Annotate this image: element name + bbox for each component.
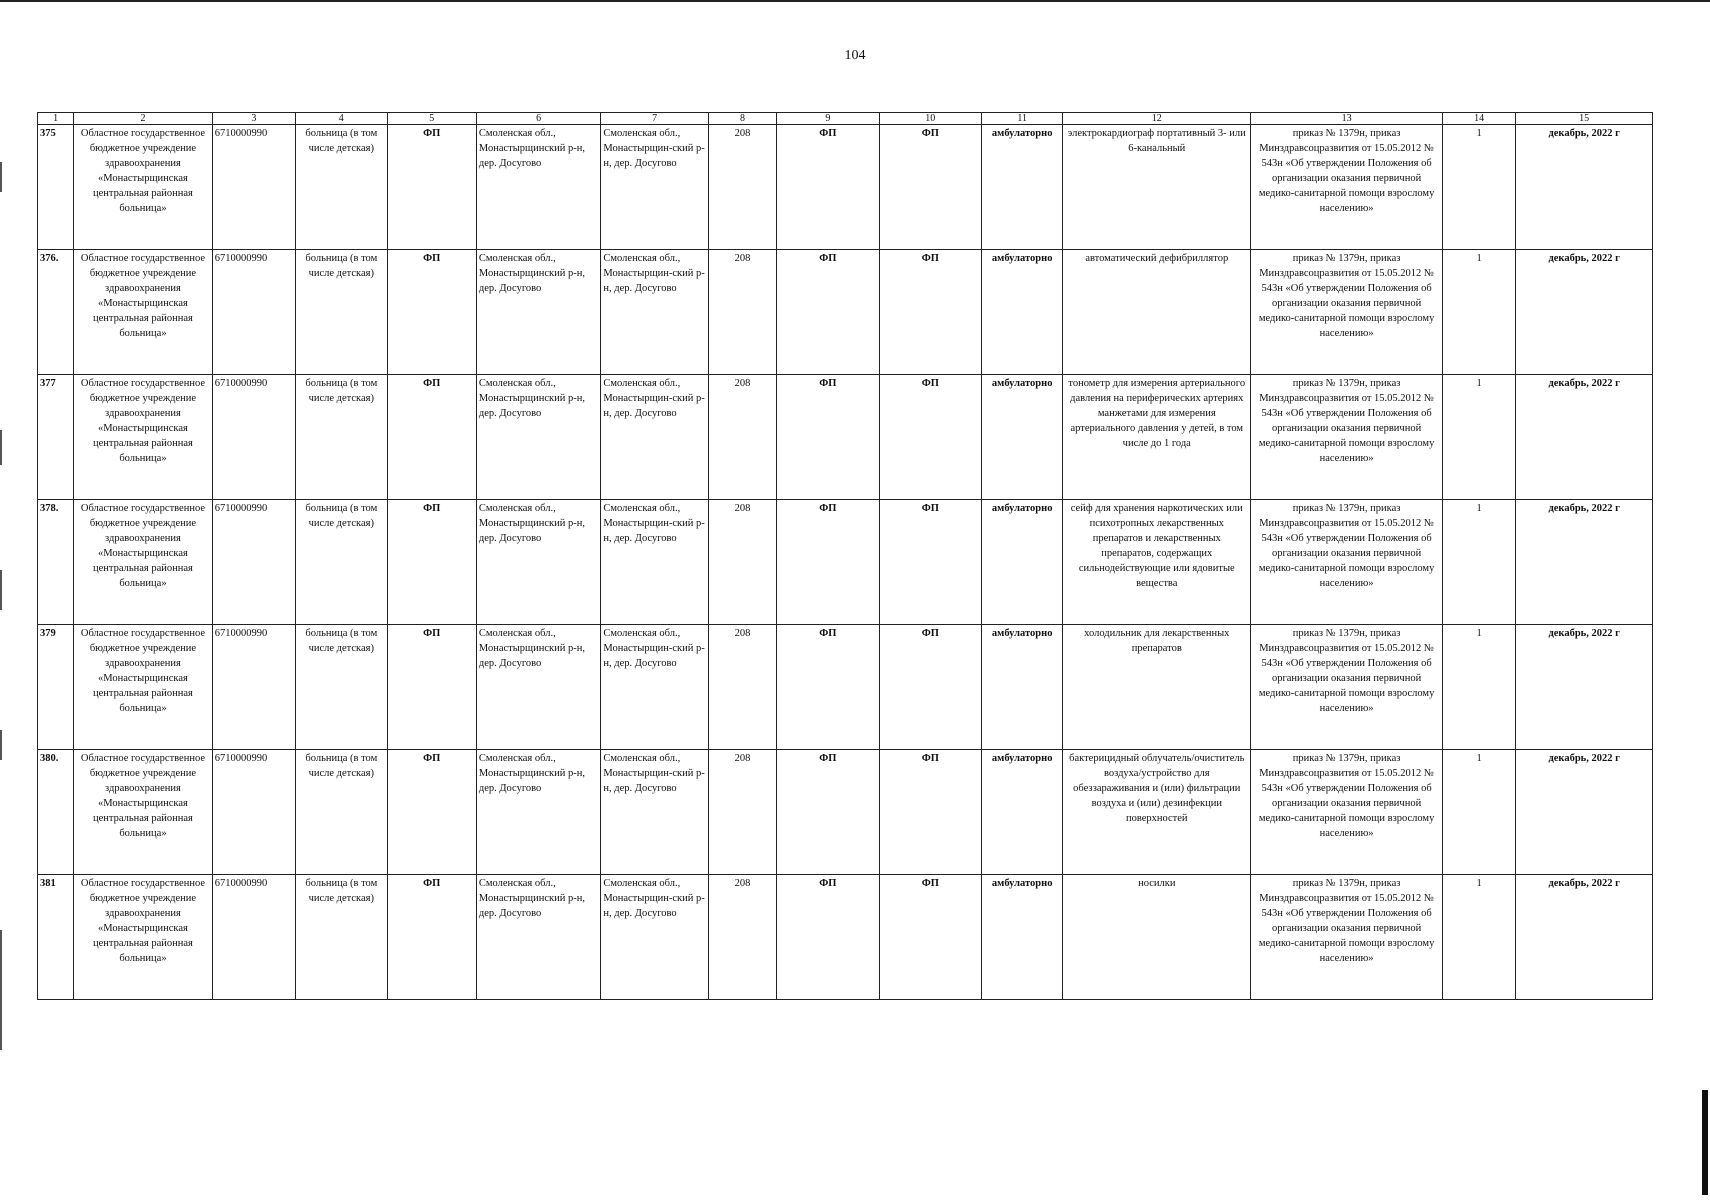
cell-col10: ФП <box>879 125 981 250</box>
cell-col8: 208 <box>708 250 776 375</box>
header-cell: 2 <box>74 113 213 125</box>
cell-order: приказ № 1379н, приказ Минздравсоцразвития от 15.05.2012 № 543н «Об утверждении Положения об организации оказания первичной медико-санитарной помощи взрослому населению» <box>1251 125 1443 250</box>
cell-equipment: электрокардиограф портативный 3- или 6-канальный <box>1063 125 1251 250</box>
cell-address: Смоленская обл., Монастырщинский р-н, дер. Досугово <box>476 250 601 375</box>
cell-col9: ФП <box>777 500 879 625</box>
cell-care: амбулаторно <box>982 875 1063 1000</box>
cell-code: 6710000990 <box>212 375 295 500</box>
cell-col10: ФП <box>879 250 981 375</box>
header-cell: 9 <box>777 113 879 125</box>
cell-care: амбулаторно <box>982 250 1063 375</box>
cell-type: больница (в том числе детская) <box>296 125 387 250</box>
cell-care: амбулаторно <box>982 750 1063 875</box>
header-cell: 3 <box>212 113 295 125</box>
cell-care: амбулаторно <box>982 500 1063 625</box>
table-row <box>38 250 1653 375</box>
cell-type: больница (в том числе детская) <box>296 500 387 625</box>
cell-qty: 1 <box>1443 750 1516 875</box>
cell-col9: ФП <box>777 375 879 500</box>
cell-type: больница (в том числе детская) <box>296 250 387 375</box>
cell-unit: ФП <box>387 500 476 625</box>
cell-location: Смоленская обл., Монастырщин-ский р-н, дер. Досугово <box>601 500 708 625</box>
cell-date: декабрь, 2022 г <box>1516 375 1653 500</box>
cell-equipment: бактерицидный облучатель/очиститель воздуха/устройство для обеззараживания и (или) фильтрации воздуха и (или) дезинфекции поверхностей <box>1063 750 1251 875</box>
header-cell: 4 <box>296 113 387 125</box>
table-row <box>38 500 1653 625</box>
cell-location: Смоленская обл., Монастырщин-ский р-н, дер. Досугово <box>601 875 708 1000</box>
cell-number: 379 <box>38 625 74 750</box>
cell-qty: 1 <box>1443 625 1516 750</box>
cell-code: 6710000990 <box>212 875 295 1000</box>
page-number: 104 <box>844 48 866 63</box>
cell-location: Смоленская обл., Монастырщин-ский р-н, дер. Досугово <box>601 750 708 875</box>
cell-qty: 1 <box>1443 875 1516 1000</box>
cell-order: приказ № 1379н, приказ Минздравсоцразвития от 15.05.2012 № 543н «Об утверждении Положения об организации оказания первичной медико-санитарной помощи взрослому населению» <box>1251 250 1443 375</box>
cell-institution: Областное государственное бюджетное учреждение здравоохранения «Монастырщинская центральная районная больница» <box>74 375 213 500</box>
cell-location: Смоленская обл., Монастырщин-ский р-н, дер. Досугово <box>601 625 708 750</box>
cell-number: 375 <box>38 125 74 250</box>
cell-address: Смоленская обл., Монастырщинский р-н, дер. Досугово <box>476 625 601 750</box>
table-row <box>38 125 1653 250</box>
scan-marks <box>0 150 3 1100</box>
cell-equipment: сейф для хранения наркотических или психотропных лекарственных препаратов и лекарственных препаратов, содержащих сильнодействующие или ядовитые вещества <box>1063 500 1251 625</box>
scan-edge-mark <box>1702 1090 1708 1195</box>
header-cell: 8 <box>708 113 776 125</box>
cell-date: декабрь, 2022 г <box>1516 750 1653 875</box>
cell-qty: 1 <box>1443 500 1516 625</box>
cell-location: Смоленская обл., Монастырщин-ский р-н, дер. Досугово <box>601 250 708 375</box>
cell-order: приказ № 1379н, приказ Минздравсоцразвития от 15.05.2012 № 543н «Об утверждении Положения об организации оказания первичной медико-санитарной помощи взрослому населению» <box>1251 750 1443 875</box>
cell-equipment: тонометр для измерения артериального давления на периферических артериях манжетами для измерения артериального давления у детей, в том числе до 1 года <box>1063 375 1251 500</box>
cell-unit: ФП <box>387 750 476 875</box>
cell-address: Смоленская обл., Монастырщинский р-н, дер. Досугово <box>476 875 601 1000</box>
cell-date: декабрь, 2022 г <box>1516 125 1653 250</box>
cell-number: 377 <box>38 375 74 500</box>
cell-col8: 208 <box>708 875 776 1000</box>
cell-unit: ФП <box>387 375 476 500</box>
cell-date: декабрь, 2022 г <box>1516 250 1653 375</box>
cell-address: Смоленская обл., Монастырщинский р-н, дер. Досугово <box>476 375 601 500</box>
header-cell: 14 <box>1443 113 1516 125</box>
cell-number: 378. <box>38 500 74 625</box>
cell-col9: ФП <box>777 625 879 750</box>
cell-number: 380. <box>38 750 74 875</box>
cell-code: 6710000990 <box>212 250 295 375</box>
header-cell: 13 <box>1251 113 1443 125</box>
cell-col10: ФП <box>879 375 981 500</box>
cell-col10: ФП <box>879 625 981 750</box>
top-rule <box>0 0 1710 2</box>
header-cell: 11 <box>982 113 1063 125</box>
table-row <box>38 750 1653 875</box>
cell-location: Смоленская обл., Монастырщин-ский р-н, дер. Досугово <box>601 375 708 500</box>
cell-col8: 208 <box>708 750 776 875</box>
cell-care: амбулаторно <box>982 625 1063 750</box>
cell-type: больница (в том числе детская) <box>296 750 387 875</box>
cell-care: амбулаторно <box>982 125 1063 250</box>
cell-qty: 1 <box>1443 250 1516 375</box>
cell-institution: Областное государственное бюджетное учреждение здравоохранения «Монастырщинская центральная районная больница» <box>74 750 213 875</box>
cell-col10: ФП <box>879 750 981 875</box>
cell-equipment: автоматический дефибриллятор <box>1063 250 1251 375</box>
equipment-table <box>37 112 1653 1000</box>
cell-col8: 208 <box>708 625 776 750</box>
table-body <box>38 113 1653 1000</box>
cell-unit: ФП <box>387 125 476 250</box>
table-row <box>38 625 1653 750</box>
header-cell: 6 <box>476 113 601 125</box>
cell-code: 6710000990 <box>212 500 295 625</box>
cell-institution: Областное государственное бюджетное учреждение здравоохранения «Монастырщинская центральная районная больница» <box>74 875 213 1000</box>
cell-number: 376. <box>38 250 74 375</box>
table-row <box>38 875 1653 1000</box>
cell-col9: ФП <box>777 750 879 875</box>
cell-date: декабрь, 2022 г <box>1516 625 1653 750</box>
cell-col9: ФП <box>777 125 879 250</box>
header-row <box>38 113 1653 125</box>
cell-unit: ФП <box>387 250 476 375</box>
cell-unit: ФП <box>387 875 476 1000</box>
cell-date: декабрь, 2022 г <box>1516 500 1653 625</box>
cell-col9: ФП <box>777 250 879 375</box>
header-cell: 5 <box>387 113 476 125</box>
header-cell: 7 <box>601 113 708 125</box>
cell-type: больница (в том числе детская) <box>296 875 387 1000</box>
cell-address: Смоленская обл., Монастырщинский р-н, дер. Досугово <box>476 750 601 875</box>
cell-order: приказ № 1379н, приказ Минздравсоцразвития от 15.05.2012 № 543н «Об утверждении Положения об организации оказания первичной медико-санитарной помощи взрослому населению» <box>1251 625 1443 750</box>
cell-code: 6710000990 <box>212 750 295 875</box>
cell-address: Смоленская обл., Монастырщинский р-н, дер. Досугово <box>476 125 601 250</box>
cell-order: приказ № 1379н, приказ Минздравсоцразвития от 15.05.2012 № 543н «Об утверждении Положения об организации оказания первичной медико-санитарной помощи взрослому населению» <box>1251 500 1443 625</box>
cell-equipment: холодильник для лекарственных препаратов <box>1063 625 1251 750</box>
cell-type: больница (в том числе детская) <box>296 375 387 500</box>
cell-col8: 208 <box>708 375 776 500</box>
cell-equipment: носилки <box>1063 875 1251 1000</box>
cell-col10: ФП <box>879 875 981 1000</box>
cell-institution: Областное государственное бюджетное учреждение здравоохранения «Монастырщинская центральная районная больница» <box>74 500 213 625</box>
cell-care: амбулаторно <box>982 375 1063 500</box>
cell-col10: ФП <box>879 500 981 625</box>
cell-number: 381 <box>38 875 74 1000</box>
cell-order: приказ № 1379н, приказ Минздравсоцразвития от 15.05.2012 № 543н «Об утверждении Положения об организации оказания первичной медико-санитарной помощи взрослому населению» <box>1251 875 1443 1000</box>
cell-location: Смоленская обл., Монастырщин-ский р-н, дер. Досугово <box>601 125 708 250</box>
header-cell: 12 <box>1063 113 1251 125</box>
cell-address: Смоленская обл., Монастырщинский р-н, дер. Досугово <box>476 500 601 625</box>
header-cell: 1 <box>38 113 74 125</box>
cell-date: декабрь, 2022 г <box>1516 875 1653 1000</box>
cell-col8: 208 <box>708 500 776 625</box>
cell-qty: 1 <box>1443 125 1516 250</box>
cell-col9: ФП <box>777 875 879 1000</box>
cell-institution: Областное государственное бюджетное учреждение здравоохранения «Монастырщинская центральная районная больница» <box>74 125 213 250</box>
cell-code: 6710000990 <box>212 625 295 750</box>
cell-col8: 208 <box>708 125 776 250</box>
cell-order: приказ № 1379н, приказ Минздравсоцразвития от 15.05.2012 № 543н «Об утверждении Положения об организации оказания первичной медико-санитарной помощи взрослому населению» <box>1251 375 1443 500</box>
table-row <box>38 375 1653 500</box>
header-cell: 15 <box>1516 113 1653 125</box>
header-cell: 10 <box>879 113 981 125</box>
cell-type: больница (в том числе детская) <box>296 625 387 750</box>
cell-institution: Областное государственное бюджетное учреждение здравоохранения «Монастырщинская центральная районная больница» <box>74 250 213 375</box>
cell-unit: ФП <box>387 625 476 750</box>
cell-institution: Областное государственное бюджетное учреждение здравоохранения «Монастырщинская центральная районная больница» <box>74 625 213 750</box>
cell-qty: 1 <box>1443 375 1516 500</box>
cell-code: 6710000990 <box>212 125 295 250</box>
